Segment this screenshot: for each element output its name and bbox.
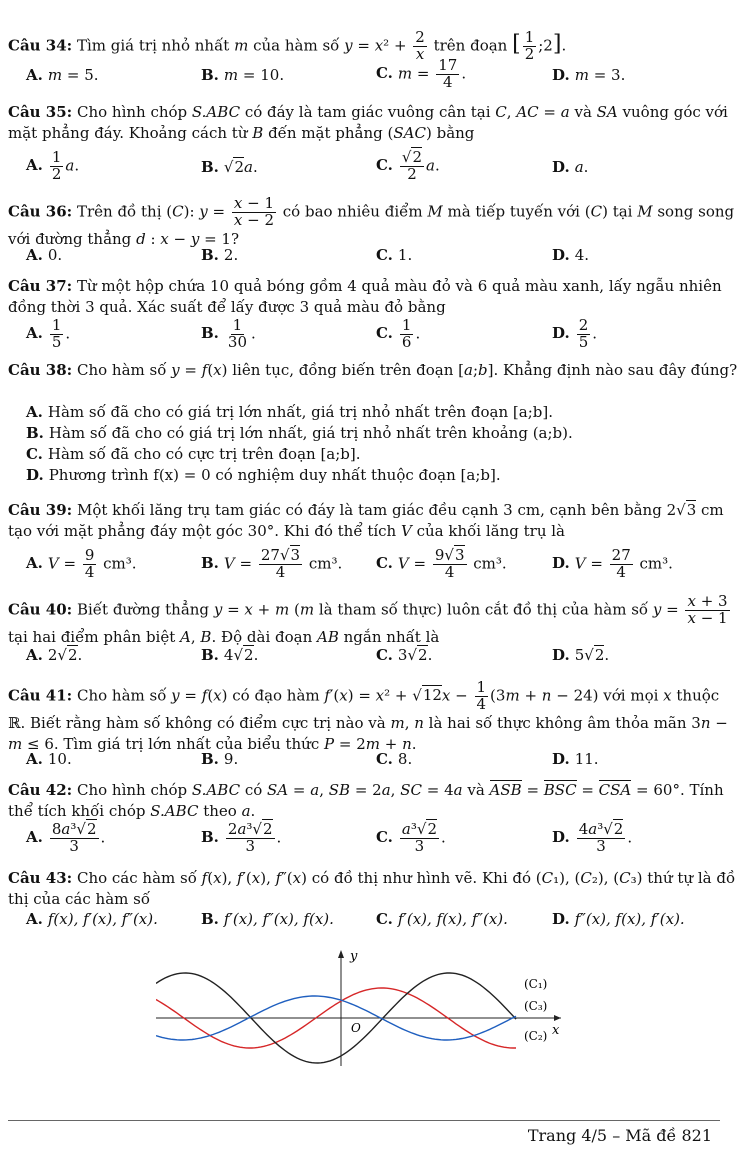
x-axis-arrow	[554, 1015, 561, 1021]
option-d[interactable]: D. 5√2.	[552, 646, 610, 664]
option-d[interactable]: D. a.	[552, 158, 589, 176]
option-a[interactable]: A. $\frac{\text{8a³√2}}{3}$ .	[26, 820, 106, 855]
y-axis-label: y	[350, 949, 358, 964]
option-c[interactable]: C. $\frac{\text{a³√2}}{3}$ .	[376, 820, 446, 855]
option-b[interactable]: B. Hàm số đã cho có giá trị lớn nhất, giá trị nhỏ nhất trên khoảng (a;b).	[26, 424, 573, 442]
label-c1: (C₁)	[524, 977, 548, 991]
option-a[interactable]: A. Hàm số đã cho có giá trị lớn nhất, giá trị nhỏ nhất trên đoạn [a;b].	[26, 403, 553, 421]
option-b[interactable]: B. 4√2.	[201, 646, 259, 664]
option-a[interactable]: A. m = 5.	[26, 66, 99, 84]
options-35	[8, 148, 738, 183]
option-d[interactable]: D. f″(x), f(x), f′(x).	[552, 910, 685, 928]
question-39: Câu 39: Một khối lăng trụ tam giác có đáy là tam giác đều cạnh 3 cm, cạnh bên bằng 2√3 cm tạo với mặt phẳng đáy một góc 30°. Khi đó thể tích V của khối lăng trụ là	[8, 501, 724, 540]
origin-label: O	[351, 1021, 361, 1035]
options-37	[8, 316, 738, 351]
y-axis-arrow	[338, 950, 344, 958]
question-40: Câu 40: Biết đường thẳng y = x + m (m là tham số thực) luôn cắt đồ thị của hàm số y = $\frac{x + 3}{x - 1}$ tại hai điểm phân biệt A, B. Độ dài đoạn AB ngắn nhất là	[8, 592, 728, 646]
option-b[interactable]: B. $\frac{\text{2a³√2}}{3}$ .	[201, 820, 282, 855]
question-42: Câu 42: Cho hình chóp S.ABC có SA = a, SB = 2a, SC = 4a và ASB = BSC = CSA = 60°. Tính thể tích khối chóp S.ABC theo a.	[8, 781, 724, 820]
question-37: Câu 37: Từ một hộp chứa 10 quả bóng gồm 4 quả màu đỏ và 6 quả màu xanh, lấy ngẫu nhiên đồng thời 3 quả. Xác suất để lấy được 3 quả màu đỏ bằng	[8, 277, 722, 316]
question-41: Câu 41: Cho hàm số y = f(x) có đạo hàm f′(x) = x² + √12x − $\frac{1}{4}$ (3m + n − 24) với mọi x thuộc ℝ. Biết rằng hàm số không có điểm cực trị nào và m, n là hai số thực không âm thỏa mãn 3n − m ≤ 6. Tìm giá trị lớn nhất của biểu thức P = 2m + n.	[8, 678, 728, 753]
question-34: Câu 34: Tìm giá trị nhỏ nhất m của hàm số y = x² + $\frac{2}{x}$ trên đoạn [ $\frac{1}{2}$ ;2].	[8, 28, 567, 63]
option-d[interactable]: D. 4.	[552, 246, 590, 264]
question-43: Câu 43: Cho các hàm số f(x), f′(x), f″(x) có đồ thị như hình vẽ. Khi đó (C₁), (C₂), (C₃) thứ tự là đồ thị của các hàm số	[8, 869, 736, 908]
option-a[interactable]: A. 0.	[26, 246, 63, 264]
option-d[interactable]: D. $\frac{\text{4a³√2}}{3}$ .	[552, 820, 633, 855]
option-c[interactable]: C. 1.	[376, 246, 413, 264]
function-graph	[156, 948, 576, 1068]
option-d[interactable]: D. 11.	[552, 750, 599, 768]
option-c[interactable]: C. V = $\frac{9√3}{4}$ cm³.	[376, 546, 507, 581]
option-a[interactable]: A. f(x), f′(x), f″(x).	[26, 910, 158, 928]
options-42	[8, 820, 738, 855]
option-c[interactable]: C. f′(x), f(x), f″(x).	[376, 910, 508, 928]
option-c[interactable]: C. Hàm số đã cho có cực trị trên đoạn [a;b].	[26, 445, 361, 463]
x-axis-label: x	[552, 1023, 560, 1038]
option-a[interactable]: A. $\frac{1}{5}$ .	[26, 316, 71, 351]
option-b[interactable]: B. √2a.	[201, 158, 258, 176]
option-a[interactable]: A. 10.	[26, 750, 72, 768]
option-a[interactable]: A. 2√2.	[26, 646, 83, 664]
question-38: Câu 38: Cho hàm số y = f(x) liên tục, đồng biến trên đoạn [a;b]. Khẳng định nào sau đây đúng?	[8, 361, 738, 379]
options-39	[8, 546, 738, 581]
option-b[interactable]: B. V = $\frac{27√3}{4}$ cm³.	[201, 546, 343, 581]
question-35: Câu 35: Cho hình chóp S.ABC có đáy là tam giác vuông cân tại C, AC = a và SA vuông góc với mặt phẳng đáy. Khoảng cách từ B đến mặt phẳng (SAC) bằng	[8, 103, 728, 142]
options-43	[8, 910, 738, 940]
option-b[interactable]: B. $\frac{1}{30}$ .	[201, 316, 256, 351]
option-b[interactable]: B. 9.	[201, 750, 239, 768]
option-d[interactable]: D. V = $\frac{27}{4}$ cm³.	[552, 546, 673, 581]
footer-divider	[8, 1120, 720, 1121]
options-40	[8, 646, 738, 676]
label-c2: (C₂)	[524, 1029, 548, 1043]
options-36	[8, 246, 738, 276]
question-number: Câu 34:	[8, 36, 73, 55]
question-36: Câu 36: Trên đồ thị (C): y = $\frac{x - 1}{x - 2}$ có bao nhiêu điểm M mà tiếp tuyến với (C) tại M song song với đường thẳng d : x − y = 1?	[8, 194, 735, 248]
options-34	[8, 56, 738, 96]
option-d[interactable]: D. Phương trình f(x) = 0 có nghiệm duy nhất thuộc đoạn [a;b].	[26, 466, 501, 484]
option-c[interactable]: C. m = $\frac{17}{4}$ .	[376, 56, 467, 91]
option-d[interactable]: D. m = 3.	[552, 66, 626, 84]
option-b[interactable]: B. m = 10.	[201, 66, 285, 84]
option-b[interactable]: B. 2.	[201, 246, 239, 264]
page-footer: Trang 4/5 – Mã đề 821	[527, 1126, 712, 1145]
option-a[interactable]: A. V = $\frac{9}{4}$ cm³.	[26, 546, 137, 581]
exam-page	[8, 0, 742, 1158]
option-c[interactable]: C. $\frac{1}{6}$ .	[376, 316, 421, 351]
option-a[interactable]: A. $\frac{1}{2}$ a.	[26, 148, 80, 183]
option-c[interactable]: C. $\frac{√2}{2}$ a.	[376, 148, 440, 183]
option-c[interactable]: C. 3√2.	[376, 646, 433, 664]
options-41	[8, 750, 738, 780]
label-c3: (C₃)	[524, 999, 548, 1013]
option-b[interactable]: B. f′(x), f″(x), f(x).	[201, 910, 334, 928]
option-d[interactable]: D. $\frac{2}{5}$ .	[552, 316, 598, 351]
option-c[interactable]: C. 8.	[376, 750, 413, 768]
